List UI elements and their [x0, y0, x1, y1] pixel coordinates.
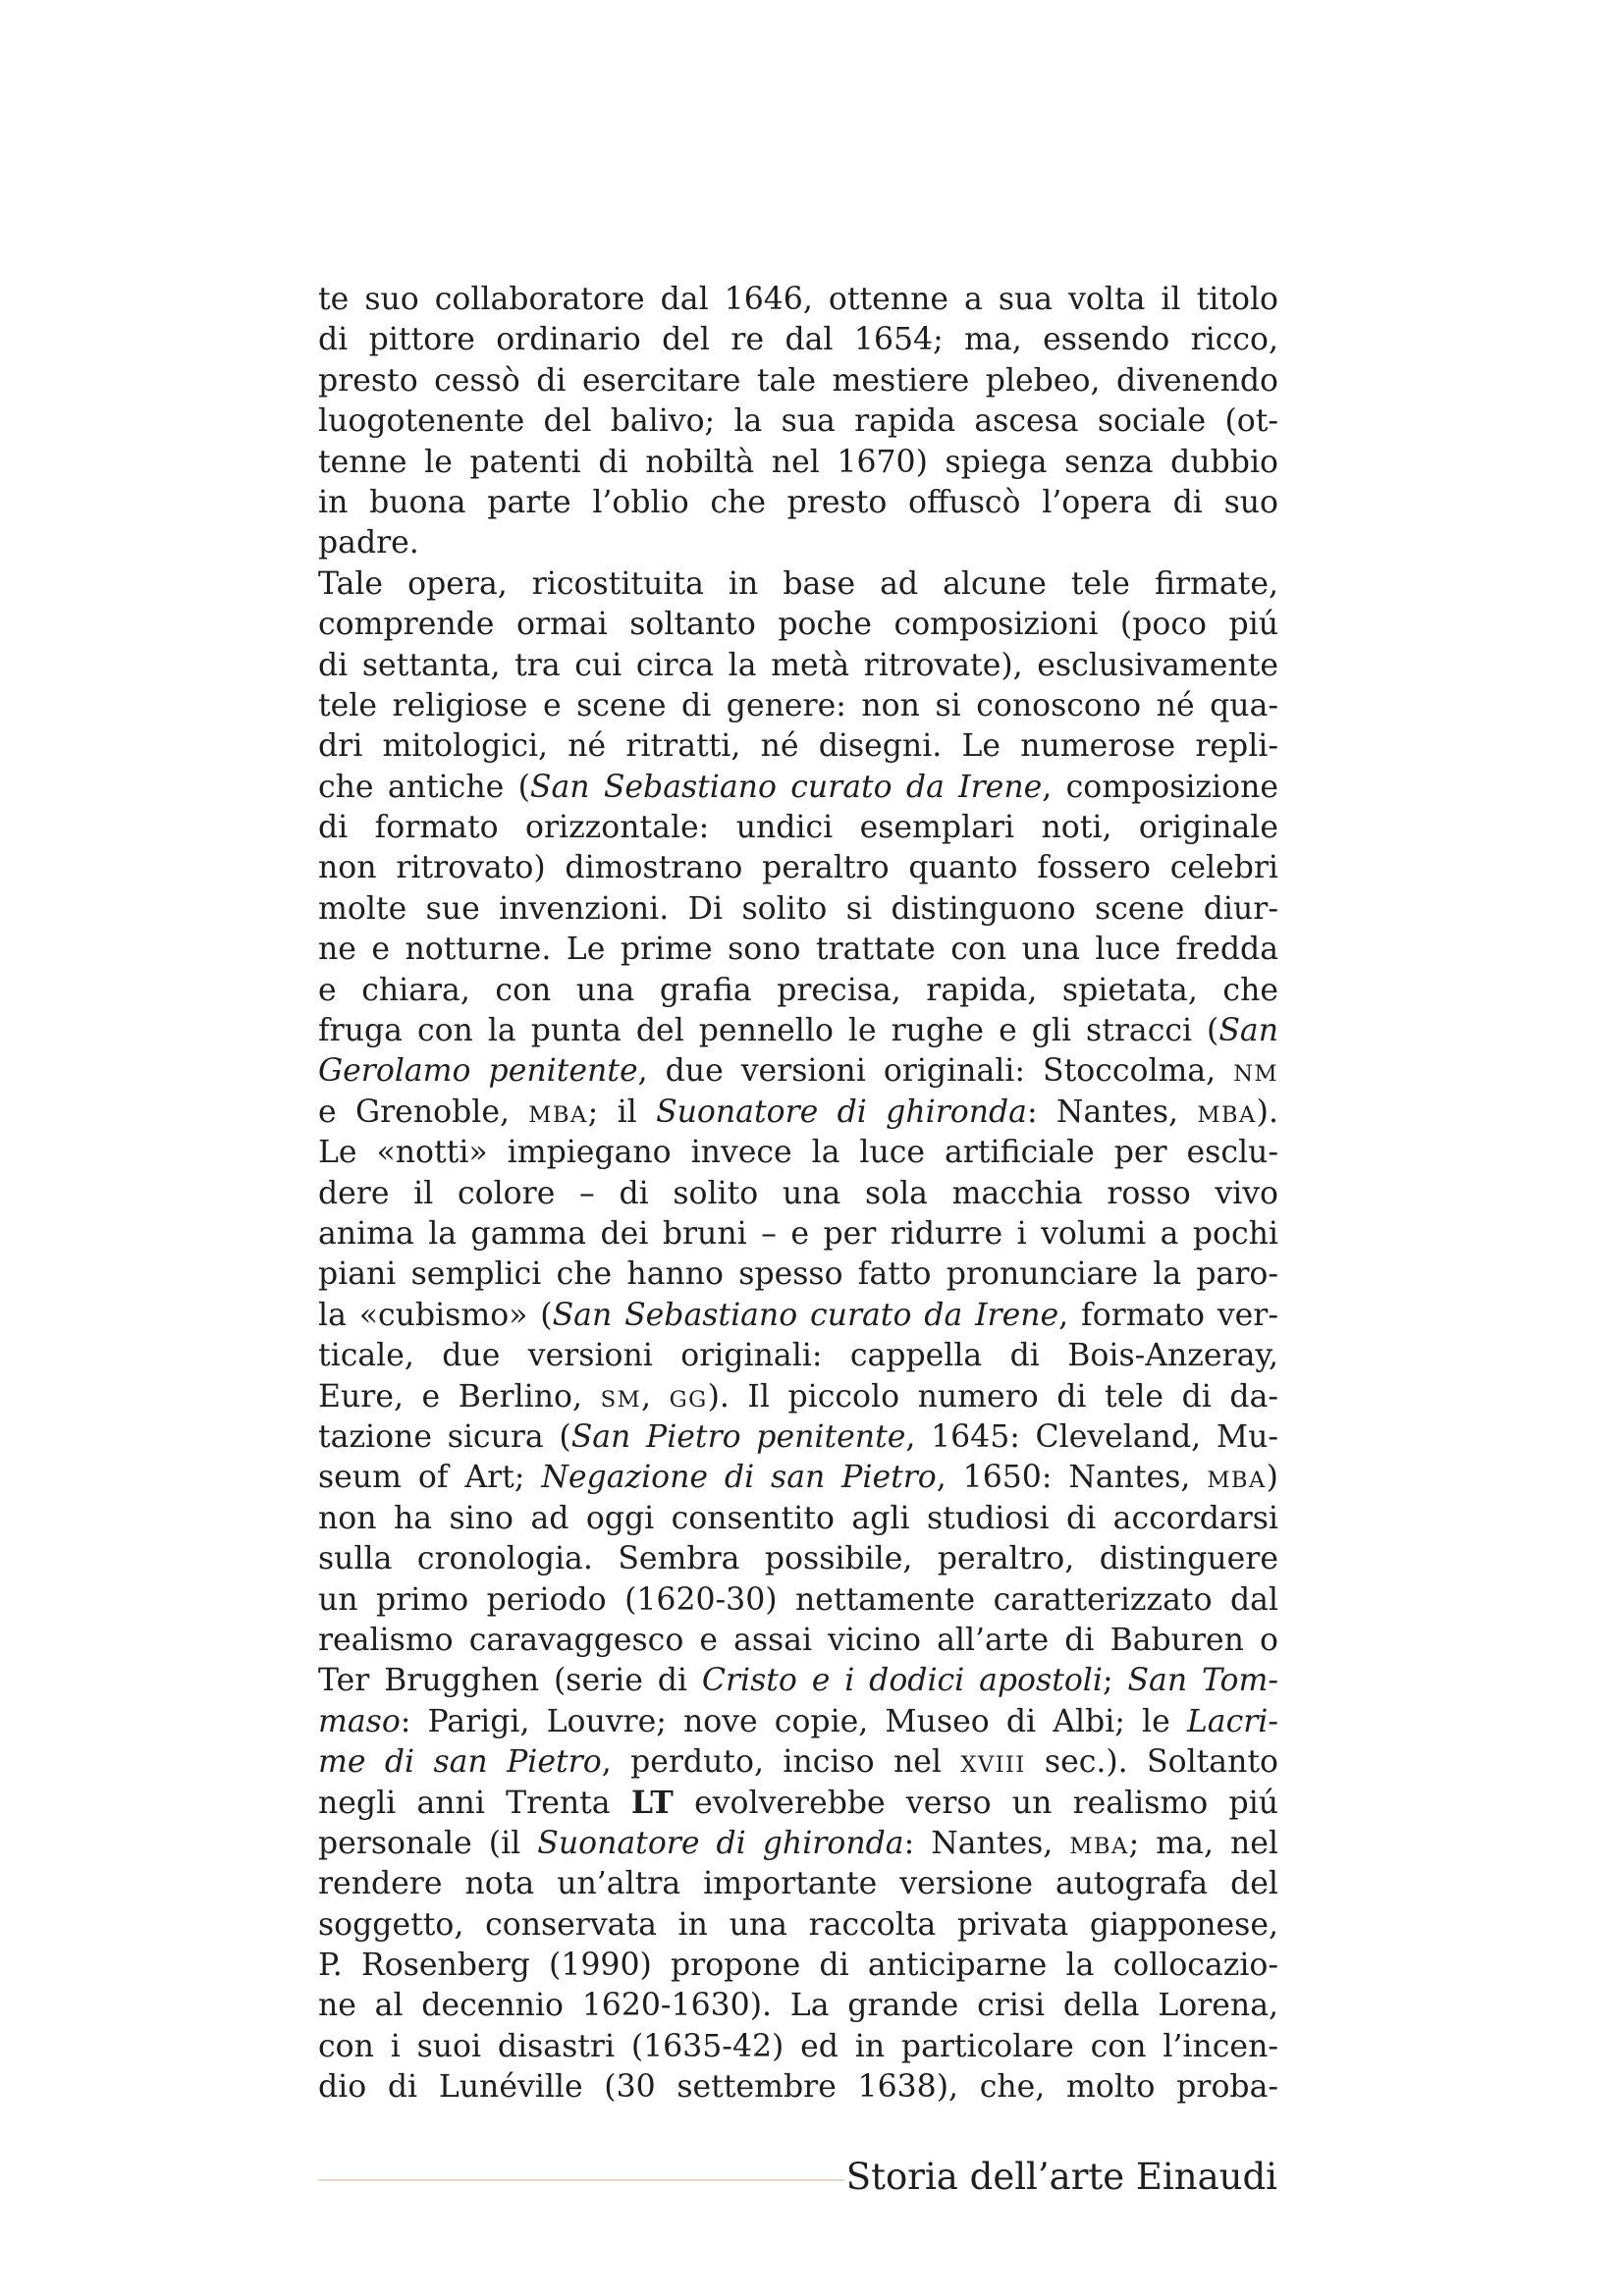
abbreviation: GG [669, 1386, 708, 1413]
text-segment: , 1645: Cleveland, Mu- [905, 1418, 1278, 1455]
text-segment: dere il colore – di solito una sola macchia rosso vivo [318, 1175, 1278, 1211]
text-segment: tenne le patenti di nobiltà nel 1670) spiega senza dubbio [318, 444, 1278, 480]
text-line [318, 605, 1278, 645]
text-line [318, 1377, 1278, 1417]
italic-title: San [1218, 1013, 1278, 1049]
text-segment: molte sue invenzioni. Di solito si distinguono scene diur- [318, 890, 1278, 927]
text-segment: dri mitologici, né ritratti, né disegni. Le numerose repli- [318, 728, 1278, 765]
text-segment: , perduto, inciso nel [601, 1744, 961, 1781]
text-segment: negli anni Trenta [318, 1786, 631, 1822]
text-segment: rendere nota un’altra importante versione autografa del [318, 1866, 1278, 1902]
text-segment: ). [1256, 1094, 1278, 1130]
paragraph-1 [318, 280, 1278, 564]
text-line [318, 930, 1278, 970]
text-segment: P. Rosenberg (1990) propone di anticiparne la collocazio- [318, 1948, 1278, 1984]
text-segment: , [641, 1378, 670, 1415]
text-line [318, 564, 1278, 605]
text-line [318, 320, 1278, 360]
text-segment: e chiara, con una grafia precisa, rapida, spietata, che [318, 972, 1278, 1008]
text-line [318, 1296, 1278, 1336]
text-line [318, 1214, 1278, 1255]
paragraph-2 [318, 564, 1278, 2109]
text-line [318, 971, 1278, 1011]
text-line [318, 1702, 1278, 1742]
italic-title: maso [318, 1703, 401, 1739]
abbreviation: NM [1233, 1061, 1278, 1088]
text-line [318, 443, 1278, 483]
abbreviation: MBA [1197, 1101, 1257, 1128]
text-line [318, 808, 1278, 848]
text-segment: fruga con la punta del pennello le rughe e gli stracci ( [318, 1013, 1219, 1049]
text-segment: padre. [318, 525, 419, 561]
text-segment: evolverebbe verso un realismo piú [673, 1786, 1278, 1822]
italic-title: Suonatore di ghironda [537, 1825, 904, 1861]
text-segment: ticale, due versioni originali: cappella di Bois-Anzeray, [318, 1338, 1278, 1374]
text-line [318, 1986, 1278, 2026]
text-segment: ; il [587, 1094, 657, 1130]
text-segment: , composizione [1042, 769, 1278, 805]
text-line [318, 1336, 1278, 1376]
text-segment: tazione sicura ( [318, 1418, 571, 1455]
text-segment: Tale opera, ricostituita in base ad alcune tele firmate, [318, 565, 1278, 602]
text-segment: anima la gamma dei bruni – e per ridurre i volumi a pochi [318, 1215, 1278, 1252]
text-segment: presto cessò di esercitare tale mestiere plebeo, divenendo [318, 362, 1278, 399]
text-segment: realismo caravaggesco e assai vicino all’arte di Baburen o [318, 1622, 1278, 1658]
text-line [318, 1011, 1278, 1051]
text-line [318, 726, 1278, 767]
text-segment: in buona parte l’oblio che presto offuscò l’opera di suo [318, 484, 1278, 520]
text-segment: soggetto, conservata in una raccolta privata giapponese, [318, 1906, 1278, 1943]
text-segment: di pittore ordinario del re dal 1654; ma, essendo ricco, [318, 322, 1278, 358]
text-line [318, 1051, 1278, 1092]
abbreviation: SM [600, 1386, 642, 1413]
text-line [318, 523, 1278, 563]
italic-title: Suonatore di ghironda [656, 1094, 1027, 1130]
text-line [318, 646, 1278, 686]
text-line [318, 1499, 1278, 1539]
footer-title: Storia dell’arte Einaudi [845, 2156, 1277, 2198]
text-line [318, 768, 1278, 808]
text-line [318, 483, 1278, 523]
text-segment: personale (il [318, 1825, 538, 1861]
text-segment: Ter Brugghen (serie di [318, 1663, 702, 1699]
text-line [318, 1255, 1278, 1295]
text-segment: : Nantes, [903, 1825, 1070, 1861]
text-line [318, 848, 1278, 888]
text-segment: di formato orizzontale: undici esemplari noti, originale [318, 810, 1278, 846]
text-segment: ; [1102, 1663, 1128, 1699]
text-segment: ne e notturne. Le prime sono trattate con una luce fredda [318, 932, 1278, 968]
text-line [318, 401, 1278, 442]
text-line [318, 361, 1278, 401]
text-segment: ; ma, nel [1128, 1825, 1278, 1861]
text-line [318, 1905, 1278, 1946]
italic-title: San Sebastiano curato da Irene [529, 769, 1043, 805]
text-segment: , 1650: Nantes, [936, 1460, 1208, 1496]
abbreviation: MBA [1069, 1833, 1129, 1859]
text-line [318, 889, 1278, 930]
text-segment: tele religiose e scene di genere: non si conoscono né qua- [318, 687, 1278, 723]
text-segment: Eure, e Berlino, [318, 1378, 601, 1415]
text-segment: , formato ver- [1058, 1297, 1278, 1333]
text-line [318, 1824, 1278, 1864]
text-line [318, 1093, 1278, 1133]
bold-abbreviation: LT [630, 1785, 674, 1822]
text-segment: non ha sino ad oggi consentito agli studiosi di accordarsi [318, 1500, 1278, 1536]
italic-title: San Pietro penitente [570, 1418, 906, 1455]
italic-title: Negazione di san Pietro [541, 1460, 937, 1496]
text-segment: di settanta, tra cui circa la metà ritrovate), esclusivamente [318, 647, 1278, 683]
text-line [318, 1580, 1278, 1621]
abbreviation: MBA [1207, 1468, 1267, 1494]
text-segment: e Grenoble, [318, 1094, 529, 1130]
text-segment: che antiche ( [318, 769, 530, 805]
text-segment: la «cubismo» ( [318, 1297, 553, 1333]
text-segment: te suo collaboratore dal 1646, ottenne a sua volta il titolo [318, 282, 1278, 317]
text-segment: ne al decennio 1620-1630). La grande crisi della Lorena, [318, 1988, 1278, 2024]
text-segment: ) [1266, 1460, 1278, 1496]
italic-title: San Tom- [1127, 1663, 1279, 1699]
text-line [318, 1174, 1278, 1214]
italic-title: Gerolamo penitente [318, 1053, 638, 1090]
body-text [318, 280, 1278, 2109]
text-segment: : Parigi, Louvre; nove copie, Museo di Albi; le [400, 1703, 1187, 1739]
italic-title: me di san Pietro [318, 1744, 602, 1781]
text-line [318, 1133, 1278, 1173]
text-segment: sulla cronologia. Sembra possibile, peraltro, distinguere [318, 1541, 1278, 1577]
text-segment: piani semplici che hanno spesso fatto pronunciare la paro- [318, 1256, 1278, 1293]
text-segment: sec.). Soltanto [1025, 1744, 1278, 1781]
text-line [318, 686, 1278, 726]
text-line [318, 1864, 1278, 1904]
text-segment: comprende ormai soltanto poche composizioni (poco piú [318, 607, 1278, 643]
text-segment: luogotenente del balivo; la sua rapida ascesa sociale (ot- [318, 403, 1278, 440]
text-segment: con i suoi disastri (1635-42) ed in particolare con l’incen- [318, 2028, 1278, 2064]
text-line [318, 2067, 1278, 2108]
text-line [318, 1417, 1278, 1458]
text-line [318, 1783, 1278, 1823]
text-line [318, 1539, 1278, 1579]
text-line [318, 1621, 1278, 1661]
text-segment: , due versioni originali: Stoccolma, [637, 1053, 1234, 1090]
text-line [318, 1458, 1278, 1498]
italic-title: San Sebastiano curato da Irene [552, 1297, 1059, 1333]
abbreviation: XVIII [960, 1752, 1026, 1779]
abbreviation: MBA [528, 1101, 588, 1128]
text-line [318, 2027, 1278, 2067]
text-line [318, 280, 1278, 320]
text-segment: un primo periodo (1620-30) nettamente caratterizzato dal [318, 1581, 1278, 1618]
text-line [318, 1661, 1278, 1701]
text-line [318, 1946, 1278, 1986]
italic-title: Cristo e i dodici apostoli [701, 1663, 1103, 1699]
text-segment: non ritrovato) dimostrano peraltro quanto fossero celebri [318, 850, 1278, 886]
text-segment: dio di Lunéville (30 settembre 1638), che, molto proba- [318, 2069, 1278, 2106]
italic-title: Lacri- [1186, 1703, 1278, 1739]
text-line [318, 1742, 1278, 1783]
text-segment: ). Il piccolo numero di tele di da- [707, 1378, 1279, 1415]
text-segment: : Nantes, [1026, 1094, 1198, 1130]
footer-rule [318, 2179, 844, 2181]
text-segment: seum of Art; [318, 1460, 542, 1496]
text-segment: Le «notti» impiegano invece la luce artificiale per esclu- [318, 1135, 1278, 1171]
